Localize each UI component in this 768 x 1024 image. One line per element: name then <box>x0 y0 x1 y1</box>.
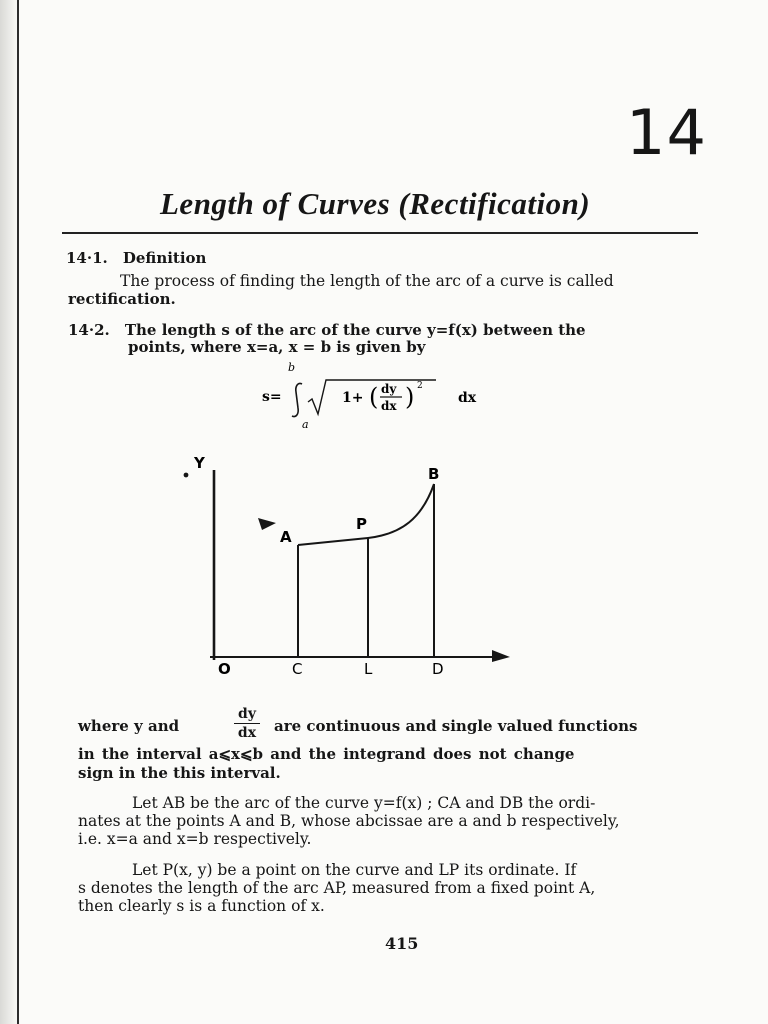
section-1-text-line-1: The process of finding the length of the arc of a curve is called <box>120 272 614 290</box>
foot-l-label: L <box>364 660 373 678</box>
origin-label: O <box>218 660 231 678</box>
paragraph-2-line-1: Let P(x, y) be a point on the curve and LP its ordinate. If <box>132 861 577 879</box>
section-2-line-2: points, where x=a, x = b is given by <box>128 338 426 356</box>
formula-lhs: s= <box>262 389 282 405</box>
section-2-number: 14·2. <box>68 321 110 339</box>
arc-length-formula <box>262 362 522 434</box>
paragraph-2-line-3: then clearly s is a function of x. <box>78 897 325 915</box>
formula-lower-limit: a <box>302 418 309 431</box>
arc-figure <box>170 448 520 688</box>
formula-upper-limit: b <box>288 362 296 374</box>
y-axis-dot <box>184 473 189 478</box>
formula-left-paren: ( <box>369 383 379 411</box>
paragraph-2-line-2: s denotes the length of the arc AP, measured from a fixed point A, <box>78 879 596 897</box>
section-1-heading <box>66 248 206 267</box>
formula-dx: dx <box>458 390 477 406</box>
paragraph-1-line-3: i.e. x=a and x=b respectively. <box>78 830 312 848</box>
paragraph-1-line-2: nates at the points A and B, whose abcissae are a and b respectively, <box>78 812 620 830</box>
conditions-frac-den: dx <box>237 725 257 742</box>
point-p-label: P <box>356 515 367 533</box>
chapter-title: Length of Curves (Rectification) <box>160 186 591 221</box>
conditions-tail: are continuous and single valued functions <box>274 717 638 735</box>
conditions-fraction <box>232 706 262 741</box>
formula-dx-denominator: dx <box>381 399 397 413</box>
foot-c-label: C <box>292 660 303 678</box>
integral-sign <box>292 383 302 416</box>
title-rule <box>62 232 698 234</box>
section-1-text-line-2: rectification. <box>68 290 176 308</box>
formula-dy: dy <box>381 382 397 396</box>
section-2-line-1 <box>68 320 586 339</box>
x-axis-arrow <box>492 650 510 662</box>
pointer-arrow-icon <box>258 518 276 530</box>
section-1-title: Definition <box>122 249 207 267</box>
section-2-statement: The length s of the arc of the curve y=f(x) between the <box>124 321 586 339</box>
paragraph-1-line-1: Let AB be the arc of the curve y=f(x) ; CA and DB the ordi- <box>132 794 596 812</box>
foot-d-label: D <box>432 660 444 678</box>
book-spine-edge <box>17 0 19 1024</box>
section-1-number: 14·1. <box>66 249 108 267</box>
formula-one-plus: 1+ <box>342 390 364 406</box>
point-b-label: B <box>428 465 440 483</box>
formula-exponent: 2 <box>417 381 423 391</box>
conditions-line-1 <box>78 706 718 746</box>
conditions-frac-bar <box>234 723 260 724</box>
chapter-number: 14 <box>626 96 707 169</box>
conditions-frac-num: dy <box>238 706 256 722</box>
point-a-label: A <box>280 528 292 546</box>
conditions-line-2: in the interval a⩽x⩽b and the integrand does not change <box>78 745 575 763</box>
conditions-line-3: sign in the this interval. <box>78 764 281 782</box>
page-number: 415 <box>385 934 419 953</box>
formula-right-paren: ) <box>405 383 415 411</box>
conditions-lead: where y and <box>78 717 180 735</box>
y-axis-label: Y <box>194 454 205 472</box>
